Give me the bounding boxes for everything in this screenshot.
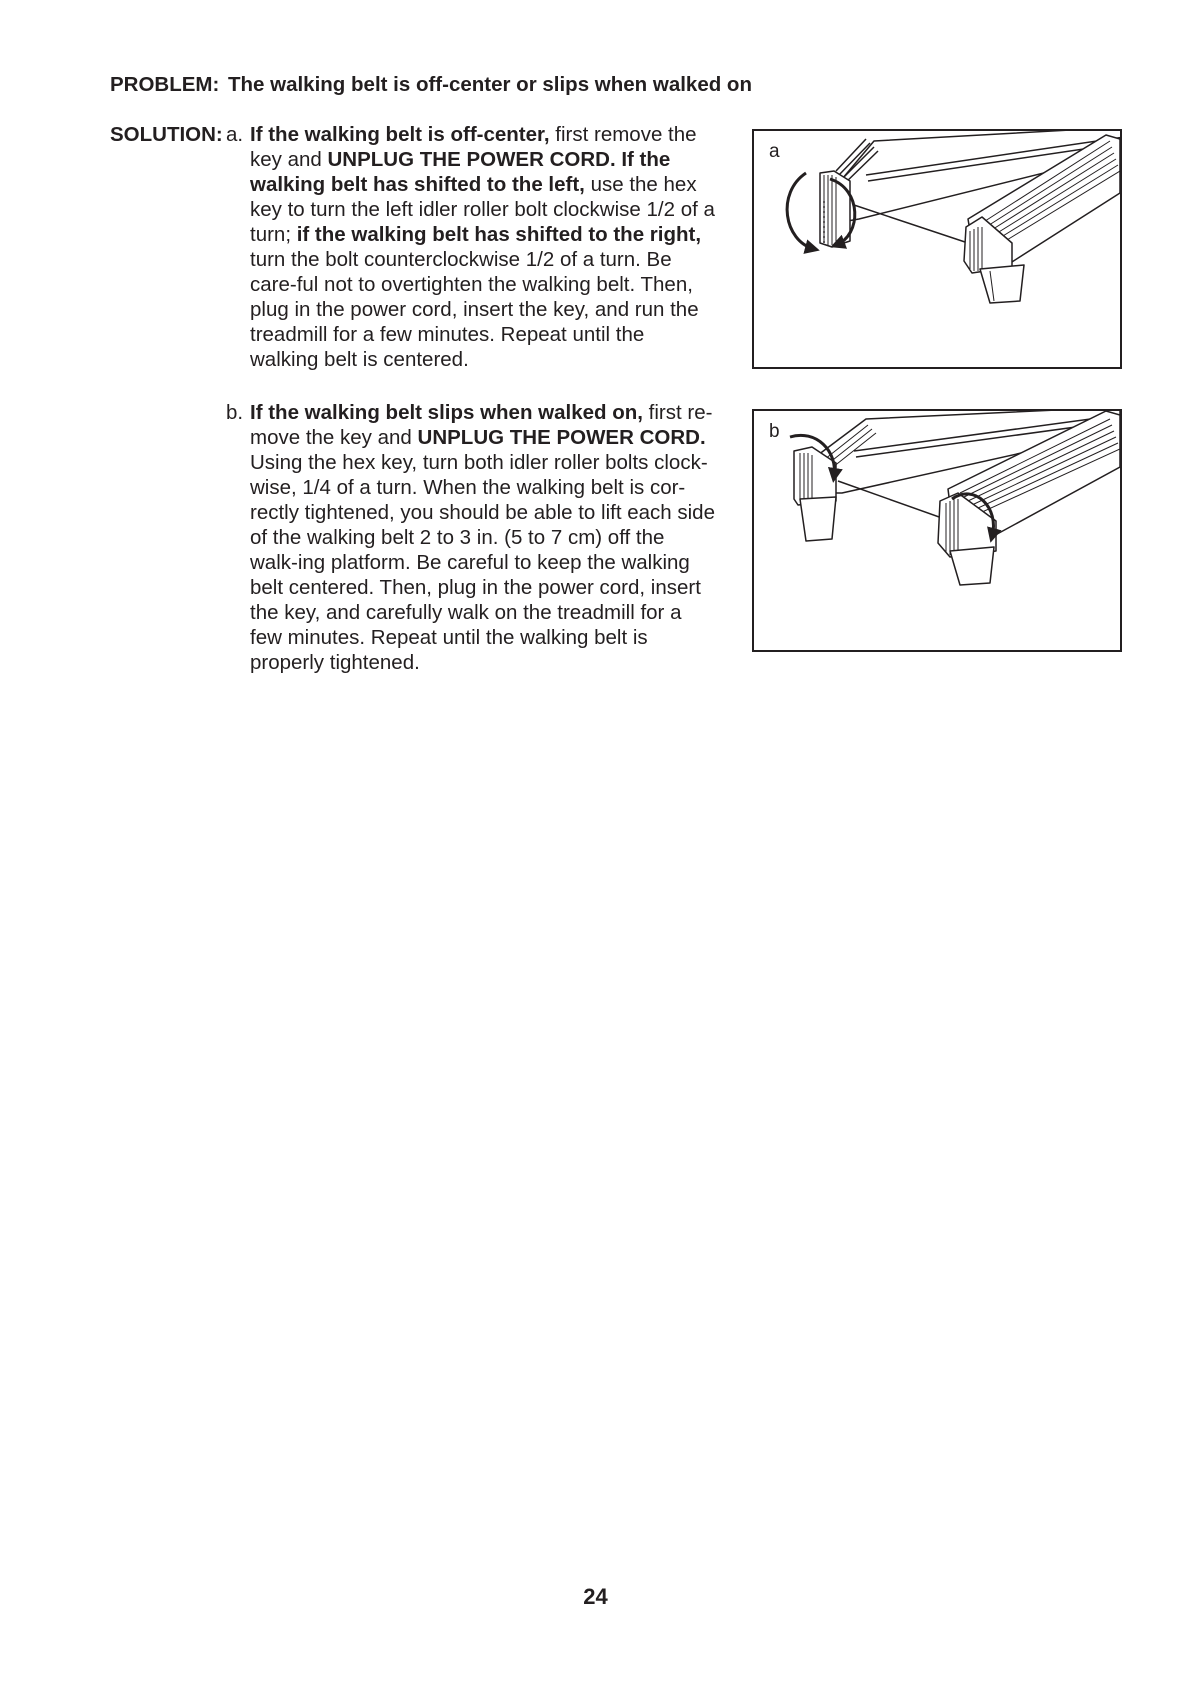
- problem-text: The walking belt is off-center or slips when walked on: [228, 73, 752, 96]
- step-text-run: use the hex key to turn the left idler roller bolt clockwise 1/2 of a turn;: [250, 173, 715, 246]
- figure-a: [752, 129, 1122, 369]
- figure-label: b: [769, 421, 780, 442]
- step-text-run: turn the bolt counterclockwise 1/2 of a turn. Be care-ful not to overtighten the walking belt. Then, plug in the power cord, insert the key, and run the treadmill for a few minutes. Repeat until the walking belt is centered.: [250, 248, 699, 371]
- step-text-run: UNPLUG THE POWER CORD. If the walking belt has shifted to the left,: [250, 148, 671, 196]
- step-text: [250, 400, 716, 675]
- problem-label: PROBLEM:: [110, 73, 220, 96]
- step-text: [250, 122, 716, 372]
- figure-label: a: [769, 141, 780, 162]
- step-text-run: UNPLUG THE POWER CORD.: [417, 426, 706, 449]
- step-marker: a.: [226, 123, 244, 146]
- page-number: 24: [583, 1584, 608, 1609]
- step-text-run: first re-move the key and: [250, 401, 713, 449]
- step-text-run: If the walking belt slips when walked on,: [250, 401, 643, 424]
- step-text-run: if the walking belt has shifted to the right,: [296, 223, 702, 246]
- figure-b: [752, 409, 1122, 652]
- problem-heading: [110, 72, 810, 98]
- clockwise-arrow-icon: [787, 173, 814, 249]
- step-text-run: If the walking belt is off-center,: [250, 123, 550, 146]
- treadmill-rear-left-adjust-illustration: [754, 131, 1120, 367]
- solution-step-a: [226, 122, 716, 372]
- treadmill-both-rollers-adjust-illustration: [754, 411, 1120, 650]
- solution-label: SOLUTION:: [110, 123, 223, 146]
- step-text-run: first remove the key and: [250, 123, 697, 171]
- step-marker: b.: [226, 401, 244, 424]
- step-text-run: Using the hex key, turn both idler roller bolts clock-wise, 1/4 of a turn. When the walking belt is cor-rectly tightened, you should be able to lift each side of the walking belt 2 to 3 in. (5 to 7 cm) off the walk-ing platform. Be careful to keep the walking belt centered. Then, plug in the power cord, insert the key, and carefully walk on the treadmill for a few minutes. Repeat until the walking belt is properly tightened.: [250, 451, 715, 674]
- solution-step-b: [226, 400, 716, 675]
